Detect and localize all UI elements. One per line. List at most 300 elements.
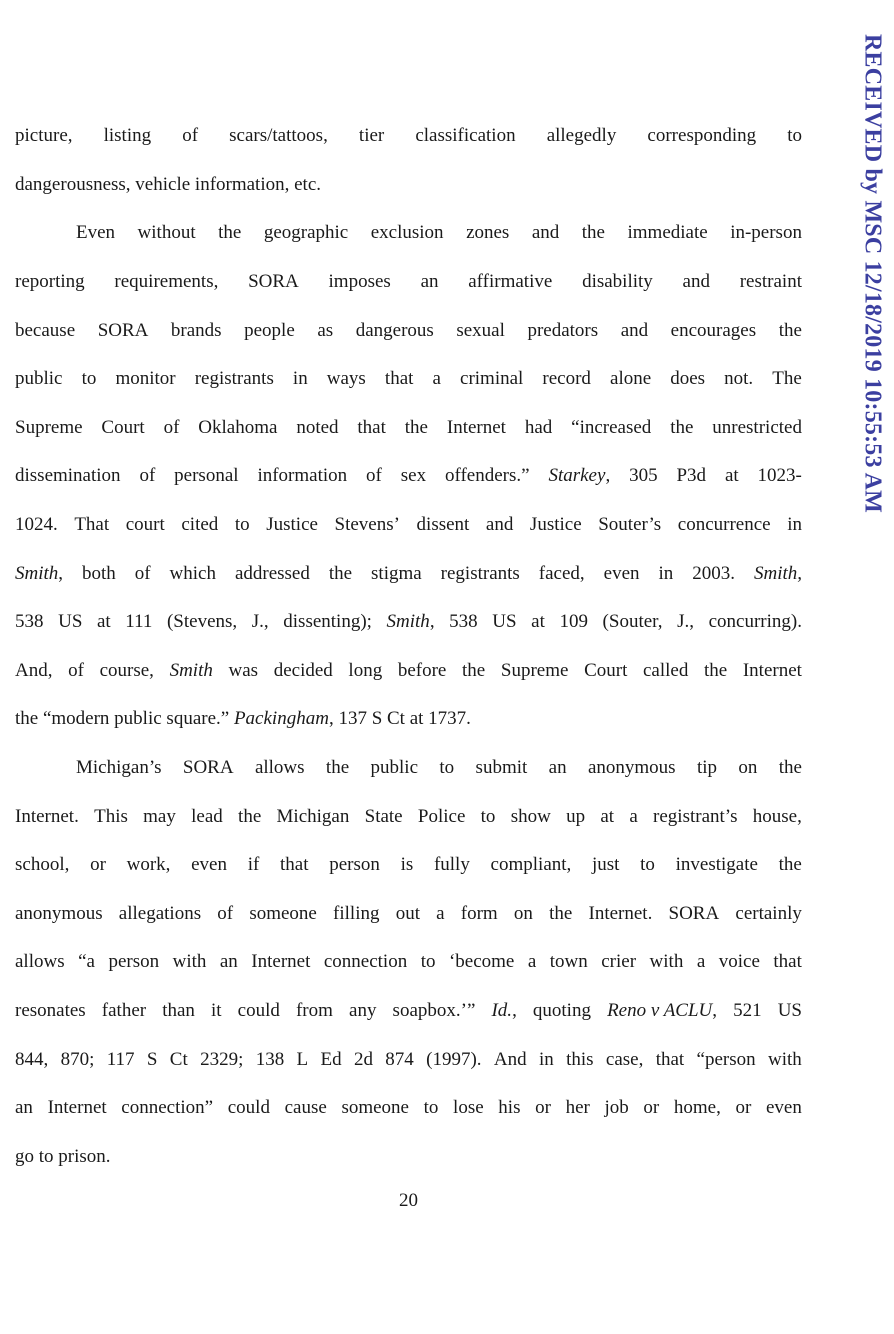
word-text: at — [724, 465, 739, 487]
word-text: The — [772, 368, 802, 390]
case-citation: Packingham — [233, 708, 329, 730]
text-word — [589, 903, 653, 925]
text-word — [266, 514, 318, 536]
text-word — [297, 1049, 309, 1071]
word-text: the — [670, 416, 694, 438]
word-text: the — [778, 319, 802, 341]
text-word — [15, 903, 103, 925]
word-text: to — [439, 757, 455, 779]
word-text: stigma — [371, 562, 422, 584]
text-word — [736, 1097, 752, 1119]
text-word — [317, 320, 333, 342]
text-word — [603, 611, 663, 633]
text-word — [592, 854, 619, 876]
word-text: may — [143, 805, 176, 827]
text-word — [621, 320, 648, 342]
word-text: zones — [466, 222, 510, 244]
text-word — [252, 611, 269, 633]
text-word — [356, 320, 434, 342]
text-word — [424, 1097, 439, 1119]
word-text: a — [696, 951, 706, 973]
text-word — [501, 660, 569, 682]
text-word — [248, 854, 260, 876]
text-word — [678, 514, 771, 536]
text-line — [15, 112, 802, 161]
word-text: dissemination — [15, 465, 121, 487]
text-line — [15, 598, 802, 647]
text-line — [15, 306, 802, 355]
word-text: disability — [582, 271, 653, 293]
text-word — [102, 1000, 146, 1022]
text-line — [15, 938, 802, 987]
word-text: house, — [752, 805, 802, 827]
word-text: record — [542, 368, 591, 390]
word-text: Internet. — [588, 902, 653, 924]
word-text: to — [420, 951, 436, 973]
text-word — [244, 320, 295, 342]
word-text: show — [510, 805, 551, 827]
text-word — [170, 660, 213, 682]
text-word — [588, 757, 676, 779]
word-text: filling — [333, 902, 380, 924]
word-text: 870; — [60, 1048, 95, 1070]
text-word — [417, 514, 470, 536]
document-body — [15, 112, 802, 1181]
text-word — [329, 563, 352, 585]
word-text: SORA — [248, 271, 299, 293]
text-word — [773, 951, 802, 973]
word-text: the — [404, 416, 428, 438]
word-text: both — [82, 562, 116, 584]
text-word — [571, 417, 651, 439]
word-text: not. — [724, 368, 754, 390]
word-text: Supreme — [15, 416, 83, 438]
word-text: at — [531, 611, 545, 633]
text-word — [456, 320, 505, 342]
text-word — [629, 806, 637, 828]
text-word — [670, 368, 705, 390]
text-word — [735, 903, 801, 925]
text-word — [15, 708, 234, 730]
text-word — [697, 1049, 756, 1071]
text-word — [329, 271, 391, 293]
text-word — [434, 854, 470, 876]
word-text: or — [90, 854, 106, 876]
word-text: a — [432, 368, 441, 390]
word-text: with — [172, 951, 207, 973]
text-word — [15, 854, 69, 876]
text-word — [174, 465, 238, 487]
text-word — [15, 320, 75, 342]
text-word — [421, 271, 439, 293]
text-word — [119, 903, 201, 925]
text-word — [249, 903, 317, 925]
text-word — [98, 320, 149, 342]
word-text: anonymous — [587, 757, 676, 779]
text-line — [15, 987, 802, 1036]
text-word — [61, 1049, 95, 1071]
word-text: and — [620, 319, 649, 341]
text-word — [285, 1097, 327, 1119]
word-text: listing — [103, 125, 152, 147]
text-line — [15, 501, 802, 550]
punctuation: , — [512, 999, 517, 1021]
text-word — [627, 222, 707, 244]
text-word — [486, 514, 513, 536]
text-word — [218, 222, 241, 244]
word-text: geographic — [263, 222, 349, 244]
word-text: Souter’s — [598, 514, 662, 536]
word-text: encourages — [670, 319, 757, 341]
text-word — [730, 222, 802, 244]
word-text: in — [292, 368, 308, 390]
text-word — [228, 1097, 270, 1119]
word-text: this — [566, 1048, 594, 1070]
word-text: the — [778, 854, 802, 876]
text-word — [138, 222, 196, 244]
text-word — [733, 1000, 762, 1022]
text-word — [401, 854, 414, 876]
text-word — [58, 611, 82, 633]
text-word — [539, 563, 585, 585]
text-word — [349, 1000, 376, 1022]
word-text: soapbox.’” — [392, 999, 476, 1021]
text-word — [329, 708, 471, 730]
text-word — [15, 660, 52, 682]
text-word — [766, 1097, 802, 1119]
word-text: Internet. — [15, 805, 79, 827]
word-text: the — [778, 757, 802, 779]
word-text: an — [219, 951, 238, 973]
word-text: the — [328, 562, 353, 584]
text-line — [15, 258, 802, 307]
word-text: just — [591, 854, 620, 876]
text-word — [78, 951, 95, 973]
text-word — [333, 903, 379, 925]
text-word — [535, 1097, 551, 1119]
text-word — [584, 660, 627, 682]
text-word — [191, 806, 223, 828]
word-text: allegations — [118, 902, 202, 924]
text-word — [643, 1097, 659, 1119]
word-text: go to prison. — [15, 1145, 111, 1167]
text-word — [476, 757, 528, 779]
text-word — [498, 1097, 520, 1119]
word-text: to — [787, 125, 802, 147]
text-word — [114, 271, 218, 293]
word-text: , 137 S Ct at 1737. — [328, 708, 471, 730]
text-word — [280, 854, 309, 876]
word-text: that — [384, 368, 414, 390]
text-word — [229, 125, 328, 147]
word-text: certainly — [735, 902, 802, 924]
text-word — [235, 563, 310, 585]
text-word — [525, 417, 552, 439]
text-word — [436, 903, 444, 925]
text-word — [653, 806, 737, 828]
word-text: offenders.” — [444, 465, 530, 487]
word-text: scars/tattoos, — [229, 125, 328, 147]
text-word — [135, 563, 151, 585]
word-text: 109 — [559, 611, 588, 633]
text-word — [234, 708, 329, 730]
word-text: cause — [284, 1097, 327, 1119]
word-text: Internet — [251, 951, 311, 973]
text-word — [277, 806, 350, 828]
text-word — [607, 1000, 717, 1022]
text-word — [549, 903, 572, 925]
text-word — [566, 1097, 590, 1119]
text-word — [76, 222, 115, 244]
text-word — [396, 903, 420, 925]
text-word — [108, 951, 159, 973]
word-text: the — [703, 659, 728, 681]
text-word — [779, 854, 802, 876]
text-word — [421, 951, 436, 973]
word-text: 2003. — [692, 562, 735, 584]
word-text: US — [777, 999, 802, 1021]
word-text: alone — [610, 368, 652, 390]
text-word — [656, 1049, 685, 1071]
word-text: even — [765, 1097, 802, 1119]
text-word — [670, 417, 693, 439]
text-word — [415, 125, 515, 147]
text-word — [164, 417, 180, 439]
text-line — [15, 1035, 802, 1084]
text-word — [604, 563, 640, 585]
word-text: dissenting); — [283, 611, 372, 633]
text-word — [220, 951, 238, 973]
text-word — [171, 320, 222, 342]
word-text: dissent — [416, 514, 470, 536]
text-word — [418, 806, 466, 828]
word-text: the — [325, 757, 350, 779]
word-text: brands — [170, 319, 222, 341]
text-word — [82, 368, 97, 390]
text-word — [387, 611, 435, 633]
word-text: public — [370, 757, 419, 779]
text-word — [683, 271, 710, 293]
text-word — [647, 125, 756, 147]
word-text: faced, — [538, 562, 585, 584]
text-word — [283, 611, 372, 633]
word-text: allows — [15, 951, 65, 973]
text-word — [539, 1049, 554, 1071]
text-word — [697, 757, 717, 779]
word-text: “increased — [571, 416, 652, 438]
text-word — [401, 465, 426, 487]
word-text: on — [738, 757, 758, 779]
text-word — [15, 1146, 111, 1168]
text-word — [676, 465, 706, 487]
word-text: Internet — [446, 416, 506, 438]
word-text: an — [548, 757, 567, 779]
word-text: from — [295, 999, 333, 1021]
text-word — [439, 757, 454, 779]
received-stamp-text: RECEIVED by MSC 12/18/2019 10:55:53 AM — [859, 34, 886, 513]
word-text: work, — [126, 854, 171, 876]
word-text: the — [218, 222, 242, 244]
text-word — [329, 854, 380, 876]
text-word — [139, 465, 155, 487]
word-text: at — [96, 611, 111, 633]
word-text: That — [74, 514, 110, 536]
text-word — [461, 903, 498, 925]
text-word — [173, 951, 207, 973]
text-line — [15, 355, 802, 404]
word-text: Supreme — [500, 659, 569, 681]
text-word — [385, 1049, 414, 1071]
word-text: ‘become — [448, 951, 515, 973]
word-text: court — [125, 514, 165, 536]
text-word — [549, 757, 567, 779]
word-text: someone — [341, 1097, 409, 1119]
word-text: of — [163, 416, 180, 438]
text-word — [15, 1000, 86, 1022]
text-line — [15, 452, 802, 501]
text-word — [74, 514, 109, 536]
word-text: public — [15, 368, 63, 390]
text-word — [787, 514, 802, 536]
punctuation: , — [429, 611, 435, 633]
word-text: out — [395, 902, 420, 924]
word-text: 1023- — [757, 465, 802, 487]
word-text: ways — [326, 368, 366, 390]
text-word — [371, 563, 422, 585]
text-word — [15, 125, 73, 147]
text-word — [48, 1097, 107, 1119]
text-word — [385, 368, 414, 390]
text-word — [15, 271, 85, 293]
word-text: in — [538, 1048, 554, 1070]
word-text: information — [257, 465, 348, 487]
word-text: S — [146, 1048, 158, 1070]
word-text: person — [108, 951, 160, 973]
text-line — [15, 404, 802, 453]
word-text: Internet — [742, 659, 802, 681]
text-word — [200, 1049, 243, 1071]
text-word — [719, 951, 760, 973]
word-text: US — [58, 611, 83, 633]
word-text: in — [787, 514, 802, 536]
word-text: tier — [358, 125, 385, 147]
word-text: compliant, — [490, 854, 572, 876]
text-word — [235, 514, 250, 536]
text-line — [15, 161, 802, 210]
word-text: 138 — [255, 1048, 285, 1070]
word-text: corresponding — [647, 125, 757, 147]
word-text: without — [137, 222, 196, 244]
word-text: anonymous — [15, 902, 103, 924]
word-text: Justice — [266, 514, 318, 536]
text-line — [15, 1084, 802, 1133]
word-text: in-person — [730, 222, 802, 244]
word-text: a — [527, 951, 537, 973]
text-line — [15, 744, 802, 793]
text-word — [15, 563, 63, 585]
word-text: with — [649, 951, 684, 973]
word-text: “person — [696, 1048, 756, 1070]
word-text: tip — [696, 757, 718, 779]
text-word — [126, 514, 165, 536]
text-word — [405, 417, 428, 439]
word-text: to — [480, 805, 496, 827]
word-text: or — [643, 1097, 660, 1119]
text-word — [743, 660, 802, 682]
word-text: submit — [475, 757, 528, 779]
text-word — [15, 1097, 33, 1119]
text-word — [371, 757, 419, 779]
text-word — [257, 465, 347, 487]
word-text: Ed — [320, 1048, 342, 1070]
word-text: job — [604, 1097, 629, 1119]
text-word — [324, 951, 407, 973]
text-word — [449, 951, 514, 973]
text-word — [491, 1000, 516, 1022]
word-text: was — [228, 659, 259, 681]
case-citation: Id. — [491, 999, 513, 1021]
text-word — [181, 514, 218, 536]
word-text: This — [94, 805, 128, 827]
text-word — [468, 271, 552, 293]
text-word — [492, 611, 516, 633]
word-text: the — [581, 222, 605, 244]
word-text: of — [139, 465, 156, 487]
text-word — [335, 514, 400, 536]
text-word — [669, 903, 720, 925]
word-text: cited — [181, 514, 219, 536]
text-word — [217, 903, 233, 925]
word-text: And, — [15, 659, 53, 681]
text-word — [514, 903, 533, 925]
text-line — [15, 792, 802, 841]
word-text: as — [317, 319, 334, 341]
text-word — [778, 1000, 802, 1022]
text-word — [697, 951, 705, 973]
text-word — [659, 563, 674, 585]
word-text: that — [280, 854, 309, 876]
text-word — [354, 1049, 373, 1071]
word-text: 1024. — [15, 514, 58, 536]
text-word — [671, 320, 756, 342]
word-text: and — [531, 222, 560, 244]
text-word — [94, 806, 128, 828]
text-word — [494, 1049, 527, 1071]
text-word — [677, 611, 694, 633]
word-text: before — [397, 659, 447, 681]
word-text: at — [600, 805, 615, 827]
word-text: connection — [323, 951, 408, 973]
text-word — [296, 417, 338, 439]
word-text: that — [357, 416, 386, 438]
word-text: resonates — [15, 999, 86, 1021]
word-text: with — [767, 1048, 802, 1070]
word-text: than — [162, 999, 195, 1021]
text-word — [248, 271, 299, 293]
word-text: dangerousness, vehicle information, etc. — [15, 173, 322, 195]
word-text: that — [655, 1048, 685, 1070]
text-word — [182, 125, 198, 147]
word-text: crier — [601, 951, 637, 973]
text-word — [90, 854, 106, 876]
text-word — [359, 125, 384, 147]
text-line — [15, 1132, 802, 1181]
word-text: SORA — [182, 757, 234, 779]
word-text: voice — [718, 951, 760, 973]
text-word — [143, 806, 176, 828]
word-text: US — [492, 611, 517, 633]
text-word — [533, 1000, 591, 1022]
